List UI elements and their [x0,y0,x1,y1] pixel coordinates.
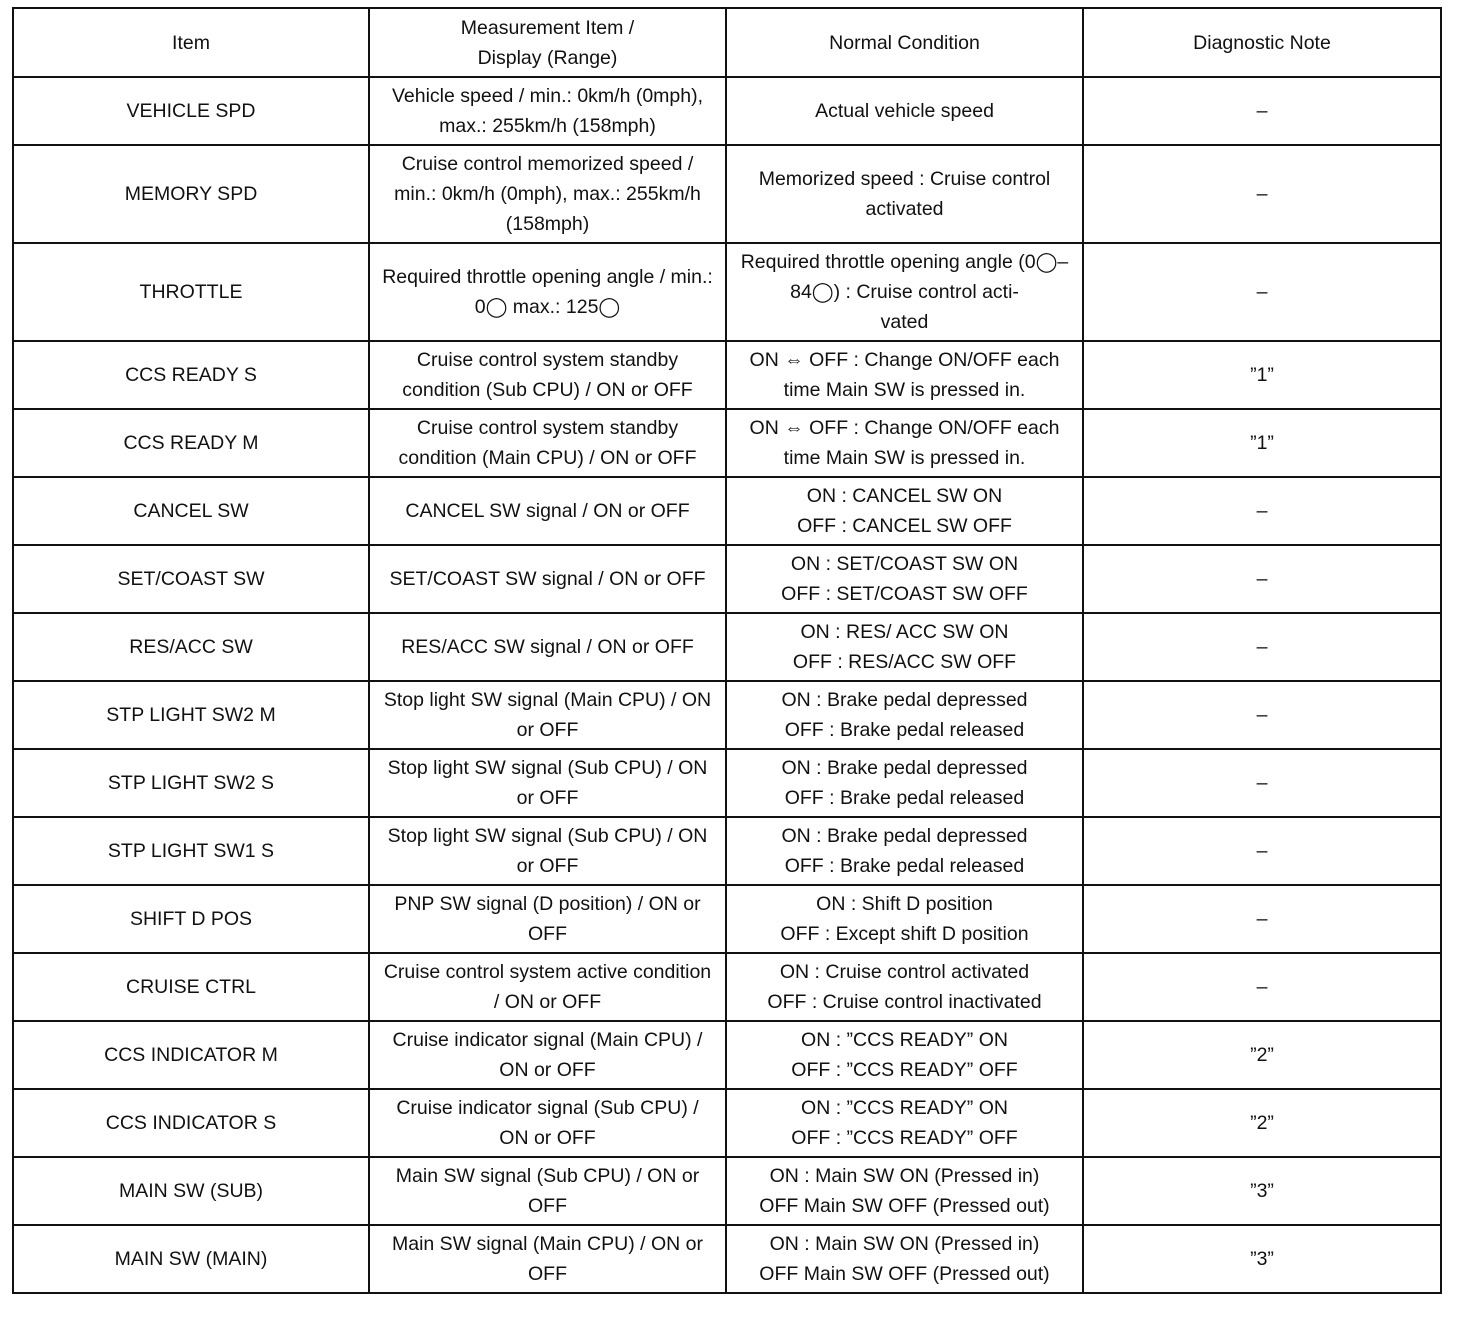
cell-note: ”1” [1083,409,1441,477]
cell-condition: ON : Main SW ON (Pressed in) OFF Main SW OFF (Pressed out) [726,1157,1083,1225]
cell-measurement: Main SW signal (Main CPU) / ON or OFF [369,1225,726,1293]
cell-item: CCS INDICATOR S [13,1089,369,1157]
table-row [13,681,1441,749]
header-diagnostic-note: Diagnostic Note [1083,8,1441,77]
cell-item: THROTTLE [13,243,369,341]
header-normal-condition: Normal Condition [726,8,1083,77]
cell-measurement: Required throttle opening angle / min.: 0◯ max.: 125◯ [369,243,726,341]
cell-condition: ON : Brake pedal depressed OFF : Brake pedal released [726,681,1083,749]
table-row [13,1021,1441,1089]
table-row [13,1225,1441,1293]
cell-measurement: Cruise indicator signal (Main CPU) / ON or OFF [369,1021,726,1089]
table-row [13,953,1441,1021]
cell-item: CANCEL SW [13,477,369,545]
cell-note: – [1083,243,1441,341]
cell-item: STP LIGHT SW2 S [13,749,369,817]
cell-condition: ON ⇔ OFF : Change ON/OFF each time Main SW is pressed in. [726,409,1083,477]
cell-item: MEMORY SPD [13,145,369,243]
cell-condition: ON : Brake pedal depressed OFF : Brake pedal released [726,749,1083,817]
cell-item: CCS READY S [13,341,369,409]
cell-condition: ON ⇔ OFF : Change ON/OFF each time Main SW is pressed in. [726,341,1083,409]
cell-measurement: Cruise control system active condition / ON or OFF [369,953,726,1021]
cell-item: VEHICLE SPD [13,77,369,145]
cell-measurement: Stop light SW signal (Sub CPU) / ON or OFF [369,749,726,817]
cell-note: – [1083,885,1441,953]
cell-note: – [1083,681,1441,749]
cell-item: CCS READY M [13,409,369,477]
cell-condition: ON : ”CCS READY” ON OFF : ”CCS READY” OFF [726,1021,1083,1089]
cell-note: – [1083,145,1441,243]
cell-note: – [1083,613,1441,681]
cell-measurement: Cruise indicator signal (Sub CPU) / ON or OFF [369,1089,726,1157]
cell-condition: Required throttle opening angle (0◯– 84◯) : Cruise control acti- vated [726,243,1083,341]
cell-condition: Memorized speed : Cruise control activated [726,145,1083,243]
header-measurement: Measurement Item / Display (Range) [369,8,726,77]
data-list-table [12,7,1442,1294]
cell-measurement: Cruise control system standby condition (Sub CPU) / ON or OFF [369,341,726,409]
cell-measurement: Stop light SW signal (Sub CPU) / ON or OFF [369,817,726,885]
cell-measurement: Main SW signal (Sub CPU) / ON or OFF [369,1157,726,1225]
table-header-row [13,8,1441,77]
cell-measurement: Cruise control system standby condition (Main CPU) / ON or OFF [369,409,726,477]
cell-condition: Actual vehicle speed [726,77,1083,145]
table-row [13,243,1441,341]
cell-condition: ON : RES/ ACC SW ON OFF : RES/ACC SW OFF [726,613,1083,681]
cell-condition: ON : CANCEL SW ON OFF : CANCEL SW OFF [726,477,1083,545]
cell-condition: ON : Cruise control activated OFF : Cruise control inactivated [726,953,1083,1021]
cell-measurement: SET/COAST SW signal / ON or OFF [369,545,726,613]
cell-item: SET/COAST SW [13,545,369,613]
header-item: Item [13,8,369,77]
table-row [13,409,1441,477]
cell-condition: ON : Main SW ON (Pressed in) OFF Main SW OFF (Pressed out) [726,1225,1083,1293]
table-row [13,545,1441,613]
table-row [13,341,1441,409]
cell-note: – [1083,77,1441,145]
cell-condition: ON : Shift D position OFF : Except shift D position [726,885,1083,953]
table-row [13,885,1441,953]
cell-measurement: Vehicle speed / min.: 0km/h (0mph), max.: 255km/h (158mph) [369,77,726,145]
cell-item: CCS INDICATOR M [13,1021,369,1089]
table-row [13,77,1441,145]
cell-item: STP LIGHT SW1 S [13,817,369,885]
cell-condition: ON : Brake pedal depressed OFF : Brake pedal released [726,817,1083,885]
cell-measurement: Stop light SW signal (Main CPU) / ON or OFF [369,681,726,749]
cell-condition: ON : SET/COAST SW ON OFF : SET/COAST SW OFF [726,545,1083,613]
cell-item: MAIN SW (MAIN) [13,1225,369,1293]
cell-note: – [1083,477,1441,545]
table-row [13,749,1441,817]
cell-note: ”2” [1083,1021,1441,1089]
cell-item: CRUISE CTRL [13,953,369,1021]
cell-measurement: CANCEL SW signal / ON or OFF [369,477,726,545]
cell-note: ”3” [1083,1157,1441,1225]
cell-condition: ON : ”CCS READY” ON OFF : ”CCS READY” OFF [726,1089,1083,1157]
cell-note: – [1083,545,1441,613]
table-row [13,477,1441,545]
cell-measurement: RES/ACC SW signal / ON or OFF [369,613,726,681]
cell-note: ”2” [1083,1089,1441,1157]
table-row [13,1157,1441,1225]
cell-item: MAIN SW (SUB) [13,1157,369,1225]
table-row [13,1089,1441,1157]
cell-item: STP LIGHT SW2 M [13,681,369,749]
table-row [13,817,1441,885]
cell-measurement: Cruise control memorized speed / min.: 0km/h (0mph), max.: 255km/h (158mph) [369,145,726,243]
cell-note: ”1” [1083,341,1441,409]
table-row [13,145,1441,243]
table-row [13,613,1441,681]
cell-note: ”3” [1083,1225,1441,1293]
cell-item: SHIFT D POS [13,885,369,953]
cell-note: – [1083,953,1441,1021]
cell-note: – [1083,817,1441,885]
cell-item: RES/ACC SW [13,613,369,681]
cell-measurement: PNP SW signal (D position) / ON or OFF [369,885,726,953]
cell-note: – [1083,749,1441,817]
